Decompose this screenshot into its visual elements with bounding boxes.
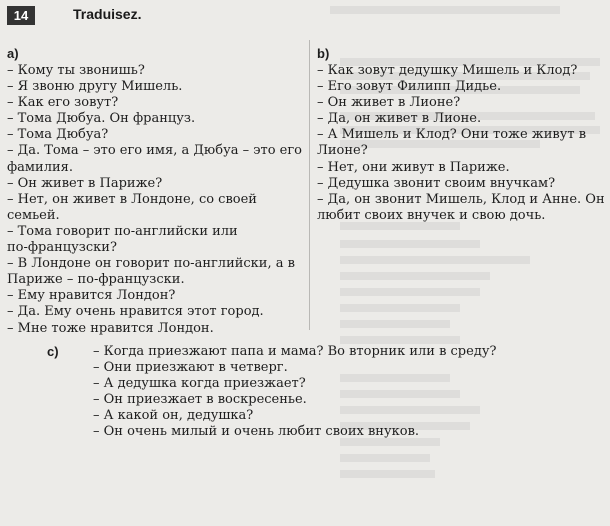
- dialogue-line: любит своих внучек и свою дочь.: [317, 207, 546, 223]
- dialogue-line: – Да. Тома – это его имя, а Дюбуа – это его: [7, 143, 303, 159]
- dialogue-line: – Он живет в Лионе?: [317, 95, 461, 111]
- dialogue-line: – Тома Дюбуа. Он француз.: [7, 111, 196, 127]
- dialogue-line: – Его зовут Филипп Дидье.: [317, 79, 502, 95]
- exercise-number-badge: 14: [7, 6, 35, 25]
- dialogue-line: – Когда приезжают папа и мама? Во вторник или в среду?: [93, 344, 497, 359]
- dialogue-line: – Я звоню другу Мишель.: [7, 79, 183, 95]
- dialogue-line: – Кому ты звонишь?: [7, 63, 145, 78]
- dialogue-line: – А Мишель и Клод? Они тоже живут в: [317, 127, 587, 143]
- part-b-dialogue: [317, 47, 603, 224]
- dialogue-line: – А дедушка когда приезжает?: [93, 376, 306, 392]
- dialogue-line: по-французски?: [7, 240, 117, 256]
- dialogue-line: – Как его зовут?: [7, 95, 119, 111]
- column-divider: [309, 40, 310, 330]
- dialogue-line: – Да, он живет в Лионе.: [317, 111, 482, 127]
- part-a-dialogue: [7, 47, 307, 337]
- dialogue-line: – А какой он, дедушка?: [93, 408, 254, 424]
- dialogue-line: – Тома Дюбуа?: [7, 127, 109, 143]
- dialogue-line: – Дедушка звонит своим внучкам?: [317, 175, 556, 191]
- dialogue-line: – В Лондоне он говорит по-английски, а в: [7, 256, 295, 272]
- dialogue-line: – Они приезжают в четверг.: [93, 360, 288, 376]
- dialogue-line: – Он приезжает в воскресенье.: [93, 392, 307, 408]
- dialogue-line: – Ему нравится Лондон?: [7, 288, 176, 304]
- dialogue-line: – Да, он звонит Мишель, Клод и Анне. Он: [317, 191, 605, 207]
- dialogue-line: – Он очень милый и очень любит своих внуков.: [93, 424, 420, 440]
- dialogue-line: – Тома говорит по-английски или: [7, 223, 238, 239]
- part-c-dialogue: [47, 344, 547, 441]
- dialogue-line: – Да. Ему очень нравится этот город.: [7, 304, 264, 320]
- dialogue-line: семьей.: [7, 207, 60, 223]
- dialogue-line: – Нет, он живет в Лондоне, со своей: [7, 191, 257, 207]
- dialogue-line: фамилия.: [7, 159, 73, 175]
- exercise-title: Traduisez.: [73, 6, 142, 22]
- dialogue-line: Париже – по-французски.: [7, 272, 185, 288]
- part-a-label: a): [7, 46, 19, 61]
- part-c-label: c): [47, 344, 59, 359]
- dialogue-line: – Нет, они живут в Париже.: [317, 159, 510, 175]
- dialogue-line: – Он живет в Париже?: [7, 175, 163, 191]
- dialogue-line: – Как зовут дедушку Мишель и Клод?: [317, 63, 578, 78]
- dialogue-line: – Мне тоже нравится Лондон.: [7, 320, 214, 336]
- part-b-label: b): [317, 46, 330, 61]
- dialogue-line: Лионе?: [317, 143, 368, 159]
